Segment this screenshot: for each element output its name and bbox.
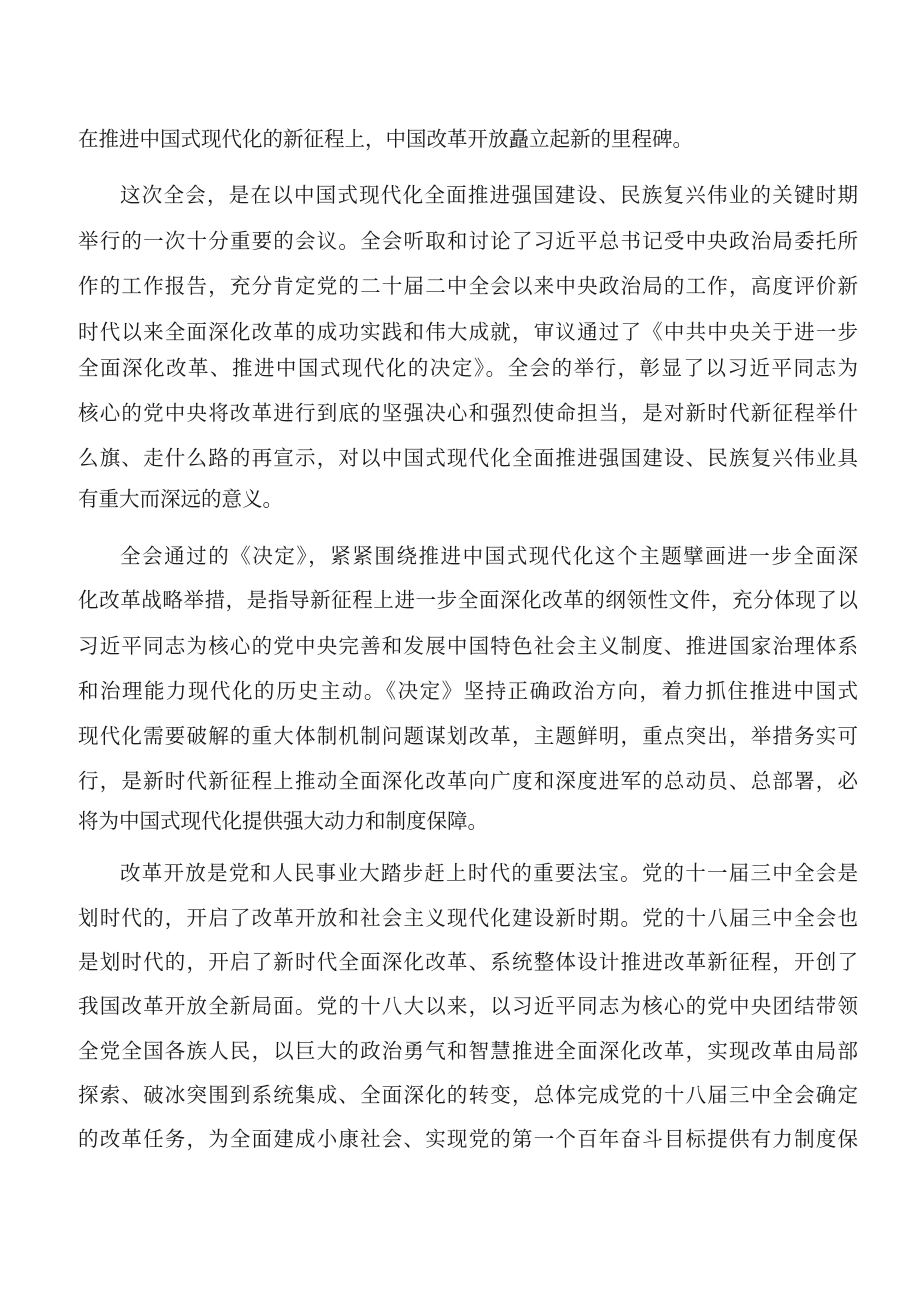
paragraph-1-line-1: 在推进中国式现代化的新征程上，中国改革开放矗立起新的里程碑。 xyxy=(78,127,693,151)
paragraph-2-line-4: 时代以来全面深化改革的成功实践和伟大成就，审议通过了《中共中央关于进一步 xyxy=(78,320,858,344)
paragraph-2-line-7: 么旗、走什么路的再宣示，对以中国式现代化全面推进强国建设、民族复兴伟业具 xyxy=(78,446,858,470)
paragraph-2-line-5: 全面深化改革、推进中国式现代化的决定》。全会的举行，彰显了以习近平同志为 xyxy=(78,356,858,380)
paragraph-3-line-5: 现代化需要破解的重大体制机制问题谋划改革，主题鲜明，重点突出，举措务实可 xyxy=(78,724,858,748)
paragraph-3-line-6: 行，是新时代新征程上推动全面深化改革向广度和深度进军的总动员、总部署，必 xyxy=(78,769,858,793)
paragraph-3-line-1: 全会通过的《决定》，紧紧围绕推进中国式现代化这个主题擘画进一步全面深 xyxy=(120,544,858,568)
paragraph-3-line-3: 习近平同志为核心的党中央完善和发展中国特色社会主义制度、推进国家治理体系 xyxy=(78,634,858,658)
paragraph-2-line-2: 举行的一次十分重要的会议。全会听取和讨论了习近平总书记受中央政治局委托所 xyxy=(78,229,858,253)
paragraph-4-line-5: 全党全国各族人民，以巨大的政治勇气和智慧推进全面深化改革，实现改革由局部 xyxy=(78,1039,858,1063)
paragraph-4-line-6: 探索、破冰突围到系统集成、全面深化的转变，总体完成党的十八届三中全会确定 xyxy=(78,1083,858,1107)
paragraph-2-line-1: 这次全会，是在以中国式现代化全面推进强国建设、民族复兴伟业的关键时期 xyxy=(120,183,858,207)
paragraph-2-line-3: 作的工作报告，充分肯定党的二十届二中全会以来中央政治局的工作，高度评价新 xyxy=(78,274,858,298)
paragraph-4-line-2: 划时代的，开启了改革开放和社会主义现代化建设新时期。党的十八届三中全会也 xyxy=(78,906,858,930)
paragraph-4-line-4: 我国改革开放全新局面。党的十八大以来，以习近平同志为核心的党中央团结带领 xyxy=(78,994,858,1018)
paragraph-4-line-3: 是划时代的，开启了新时代全面深化改革、系统整体设计推进改革新征程，开创了 xyxy=(78,950,858,974)
paragraph-3-line-7: 将为中国式现代化提供强大动力和制度保障。 xyxy=(78,809,488,833)
paragraph-2-line-6: 核心的党中央将改革进行到底的坚强决心和强烈使命担当，是对新时代新征程举什 xyxy=(78,401,858,425)
paragraph-2-line-8: 有重大而深远的意义。 xyxy=(78,487,283,511)
paragraph-4-line-7: 的改革任务，为全面建成小康社会、实现党的第一个百年奋斗目标提供有力制度保 xyxy=(78,1127,858,1151)
paragraph-4-line-1: 改革开放是党和人民事业大踏步赶上时代的重要法宝。党的十一届三中全会是 xyxy=(120,861,858,885)
paragraph-3-line-4: 和治理能力现代化的历史主动。《决定》坚持正确政治方向，着力抓住推进中国式 xyxy=(78,679,858,703)
paragraph-3-line-2: 化改革战略举措，是指导新征程上进一步全面深化改革的纲领性文件，充分体现了以 xyxy=(78,588,858,612)
